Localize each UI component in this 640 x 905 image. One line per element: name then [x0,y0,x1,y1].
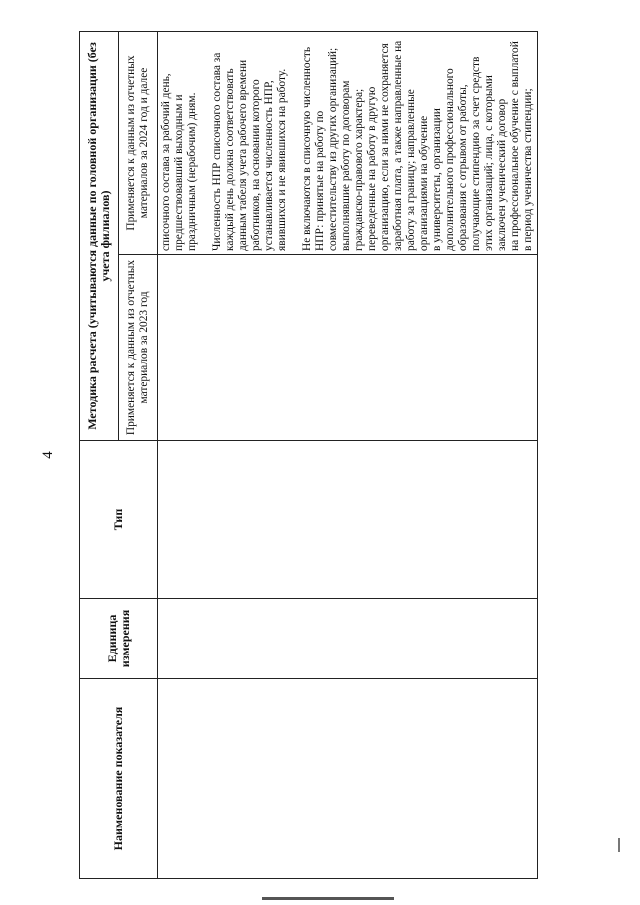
scan-artifact-mark [618,838,620,852]
header-methodology: Методика расчета (учитываются данные по головной организации (без учета филиалов) [80,31,119,440]
scan-artifact-line [262,897,394,900]
method-paragraph-2: Численность НПР списочного состава за каждый день должна соответствовать данным табеля учета рабочего времени работников, на основании которого устанавливается численность НПР, явившихся и не явившихся на работу. [211,52,288,251]
exclusions-intro: Не включаются в списочную численность НПР: принятые на работу по совместительству из других организаций; [301,46,339,251]
exclusion-item: выполнявшие работу по договорам гражданско-правового характера; [340,80,365,251]
cell-method-2023 [158,255,538,441]
cell-type [158,441,538,599]
header-unit: Единица измерения [80,599,158,679]
rotated-table-container [79,32,538,879]
cell-indicator-name [158,679,538,879]
methodology-table [79,31,538,879]
cell-method-2024 [158,31,538,254]
method-paragraph-1: списочного состава за рабочий день, предшествовавший выходным и праздничным (нерабочим) дням. [160,73,198,251]
table-row [158,31,538,878]
header-indicator-name: Наименование показателя [80,679,158,879]
cell-unit [158,599,538,679]
header-row [80,31,119,878]
header-type: Тип [80,441,158,599]
exclusion-item: в университеты, организации дополнительного профессионального образования с отрывом от работы, получающие стипендию за счет средств этих организаций; лица, с которыми заключен ученический договор [431,56,508,251]
header-method-2023: Применяется к данным из отчетных материалов за 2023 год [119,255,158,441]
header-method-2024: Применяется к данным из отчетных материалов за 2024 год и далее [119,31,158,254]
exclusion-item: на профессиональное обучение с выплатой в период ученичества стипендии; [509,41,534,251]
page-number: 4 [39,451,56,459]
exclusion-item: переведенные на работу в другую организацию, если за ними не сохраняется заработная плата, а также направленные на работу за границу; направленные организациями на обучение [366,40,430,251]
exclusions-list [301,35,535,251]
